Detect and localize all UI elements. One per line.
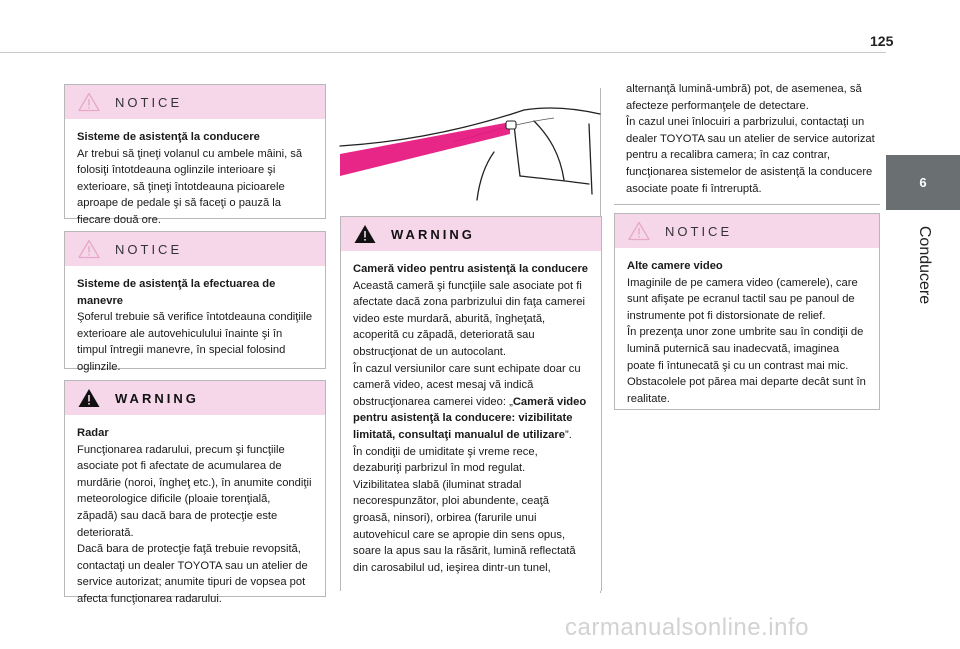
warning-body [341,251,601,585]
notice-body [65,266,325,385]
continuation-text: alternanţă lumină-umbră) pot, de asemenea, să afecteze performanţele de detectare. [626,83,862,112]
header-rule [0,52,886,53]
warning-title: WARNING [115,390,199,406]
warning-triangle-outline-icon [78,92,100,112]
notice-body [65,119,325,238]
warning-triangle-outline-icon [628,221,650,241]
notice-header [65,85,325,119]
warning-box-radar [64,380,326,605]
warning-text: Vizibilitatea slabă (iluminat stradal necorespunzător, ploi abundente, ceaţă groasă, ninsori), orbirea (farurile unui autovehicul care se apropie din sens opus, soare la apus sau la răsărit, lumină reflectată din carosabilul ud, ieşirea dintr-un tunel, [353,478,576,574]
notice-box-driving-assistance [64,84,326,226]
warning-text-end: ”. [564,428,572,441]
chapter-name [889,220,959,310]
warning-box-camera [340,216,602,591]
notice-text: În prezenţa unor zone umbrite sau în condiţii de lumină puternică sau inadecvată, imaginea poate fi întunecată şi cu un contrast mai mic. Obstacolele pot părea mai departe decât sunt în realitate. [627,326,866,405]
notice-lead: Sisteme de asistenţă la conducere [77,131,260,143]
notice-lead: Alte camere video [627,260,723,272]
continuation-bottom-rule [614,204,880,205]
notice-lead: Sisteme de asistenţă la efectuarea de manevre [77,278,276,307]
page-number: 125 [870,33,894,49]
warning-message-bold: Cameră video pentru asistenţă la conducere: vizibilitate limitată, consultaţi manualul de utilizare [353,395,587,441]
windshield-camera-illustration [334,94,604,202]
notice-box-other-cameras [614,213,880,410]
notice-text: Ar trebui să ţineţi volanul cu ambele mâini, să folosiţi întotdeauna oglinzile interioare şi exterioare, să ţineţi întotdeauna picioarele aproape de pedale şi să faceţi o pauză la fiecare două ore. [77,147,303,226]
warning-text-start: În cazul versiunilor care sunt echipate doar cu cameră video, acest mesaj vă indică obstrucţionarea camerei video: „ [353,362,581,408]
warning-triangle-outline-icon [78,239,100,259]
camera-icon [506,121,516,129]
warning-lead: Cameră video pentru asistenţă la conducere [353,263,589,275]
notice-body [615,248,879,416]
warning-triangle-filled-icon [78,388,100,408]
warning-text: Funcţionarea radarului, precum şi funcţiile asociate pot fi afectate de acumularea de murdărie (noroi, îngheţ etc.), în anumite condiţii meteorologice dificile (ploaie torenţială, zăpadă) sau dacă bara de protecţie este deteriorată. [77,443,312,539]
warning-triangle-filled-icon [354,224,376,244]
notice-title: NOTICE [665,223,733,239]
warning-header [65,381,325,415]
warning-text: În condiţii de umiditate şi vreme rece, dezaburiţi parbrizul în mod regulat. [353,445,538,475]
notice-text: Imaginile de pe camera video (camerele), care sunt afişate pe ecranul tactil sau pe panoul de instrumente pot fi distorsionate de relief. [627,276,858,322]
notice-title: NOTICE [115,94,183,110]
warning-body [65,415,325,617]
notice-title: NOTICE [115,241,183,257]
notice-box-maneuver-assistance [64,231,326,373]
continuation-text: În cazul unei înlocuiri a parbrizului, contactaţi un dealer TOYOTA sau un atelier de service autorizat pentru a recalibra camera; în caz contrar, funcţionarea sistemelor de asistenţă la conducere asociate poate fi întreruptă. [626,116,875,195]
warning-text: Această cameră şi funcţiile sale asociate pot fi afectate dacă zona parbrizului din faţa camerei video este murdară, aburită, îngheţată, acoperită cu zăpadă, deteriorată sau obstrucţionat de un autocolant. [353,279,585,358]
watermark: carmanualsonline.info [565,614,809,641]
warning-header [341,217,601,251]
notice-header [65,232,325,266]
camera-warning-continuation [626,81,878,197]
warning-text: Dacă bara de protecţie faţă trebuie revopsită, contactaţi un dealer TOYOTA sau un atelier de service autorizat; anumite tipuri de vopsea pot afecta funcţionarea radarului. [77,543,308,605]
warning-text [353,361,589,444]
notice-header [615,214,879,248]
chapter-tab[interactable]: 6 [886,155,960,210]
warning-title: WARNING [391,226,475,242]
warning-lead: Radar [77,427,109,439]
chapter-name-label: Conducere [916,225,933,305]
notice-text: Şoferul trebuie să verifice întotdeauna condiţiile exterioare ale autovehiculului înainte şi în timpul întregii manevre, în special folosind oglinzile. [77,311,313,373]
